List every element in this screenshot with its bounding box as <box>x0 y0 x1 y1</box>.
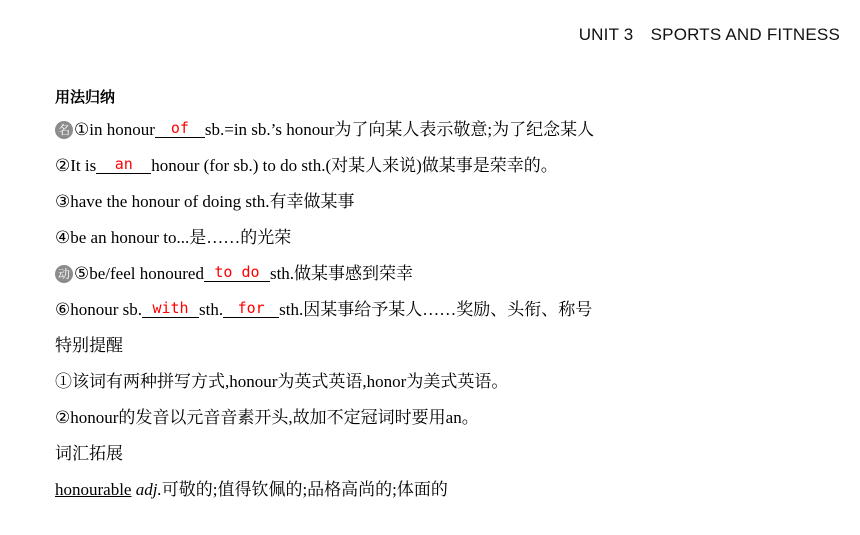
vocab-line <box>55 478 448 502</box>
line5-post: sth.做某事感到荣幸 <box>269 264 414 283</box>
vocab-pos: adj. <box>135 480 162 499</box>
answer-blank-for: for <box>223 299 279 318</box>
section-vocab-heading: 词汇拓展 <box>55 444 123 463</box>
tip-line-1: ①该词有两种拼写方式,honour为英式英语,honor为美式英语。 <box>55 372 509 391</box>
line6-pre: ⑥honour sb. <box>55 300 143 319</box>
answer-blank-of: of <box>155 119 205 138</box>
noun-badge-icon: 名 <box>55 121 73 139</box>
answer-blank-with: with <box>142 299 199 318</box>
usage-line-6 <box>55 298 592 322</box>
tip-line-2: ②honour的发音以元音音素开头,故加不定冠词时要用an。 <box>55 408 479 427</box>
line6-mid: sth. <box>199 300 224 319</box>
usage-line-5 <box>55 262 413 286</box>
vocab-word: honourable <box>55 480 132 499</box>
usage-line-2 <box>55 154 558 178</box>
line1-post: sb.=in sb.’s honour为了向某人表示敬意;为了纪念某人 <box>204 120 595 139</box>
line6-post: sth.因某事给予某人……奖励、头衔、称号 <box>279 300 593 319</box>
verb-badge-icon: 动 <box>55 265 73 283</box>
usage-line-3: ③have the honour of doing sth.有幸做某事 <box>55 192 355 211</box>
answer-blank-to-do: to do <box>204 263 270 282</box>
line2-pre: ②It is <box>55 156 97 175</box>
line2-post: honour (for sb.) to do sth.(对某人来说)做某事是荣幸的。 <box>151 156 558 175</box>
usage-line-4: ④be an honour to...是……的光荣 <box>55 228 292 247</box>
section-usage-heading: 用法归纳 <box>55 89 116 106</box>
usage-line-1 <box>55 118 594 142</box>
line5-pre: ⑤be/feel honoured <box>74 264 204 283</box>
unit-header: UNIT 3 SPORTS AND FITNESS <box>578 25 840 44</box>
section-tips-heading: 特别提醒 <box>55 336 123 355</box>
vocab-meaning: 可敬的;值得钦佩的;品格高尚的;体面的 <box>161 480 448 499</box>
answer-blank-an: an <box>96 155 151 174</box>
line1-pre: ①in honour <box>74 120 155 139</box>
